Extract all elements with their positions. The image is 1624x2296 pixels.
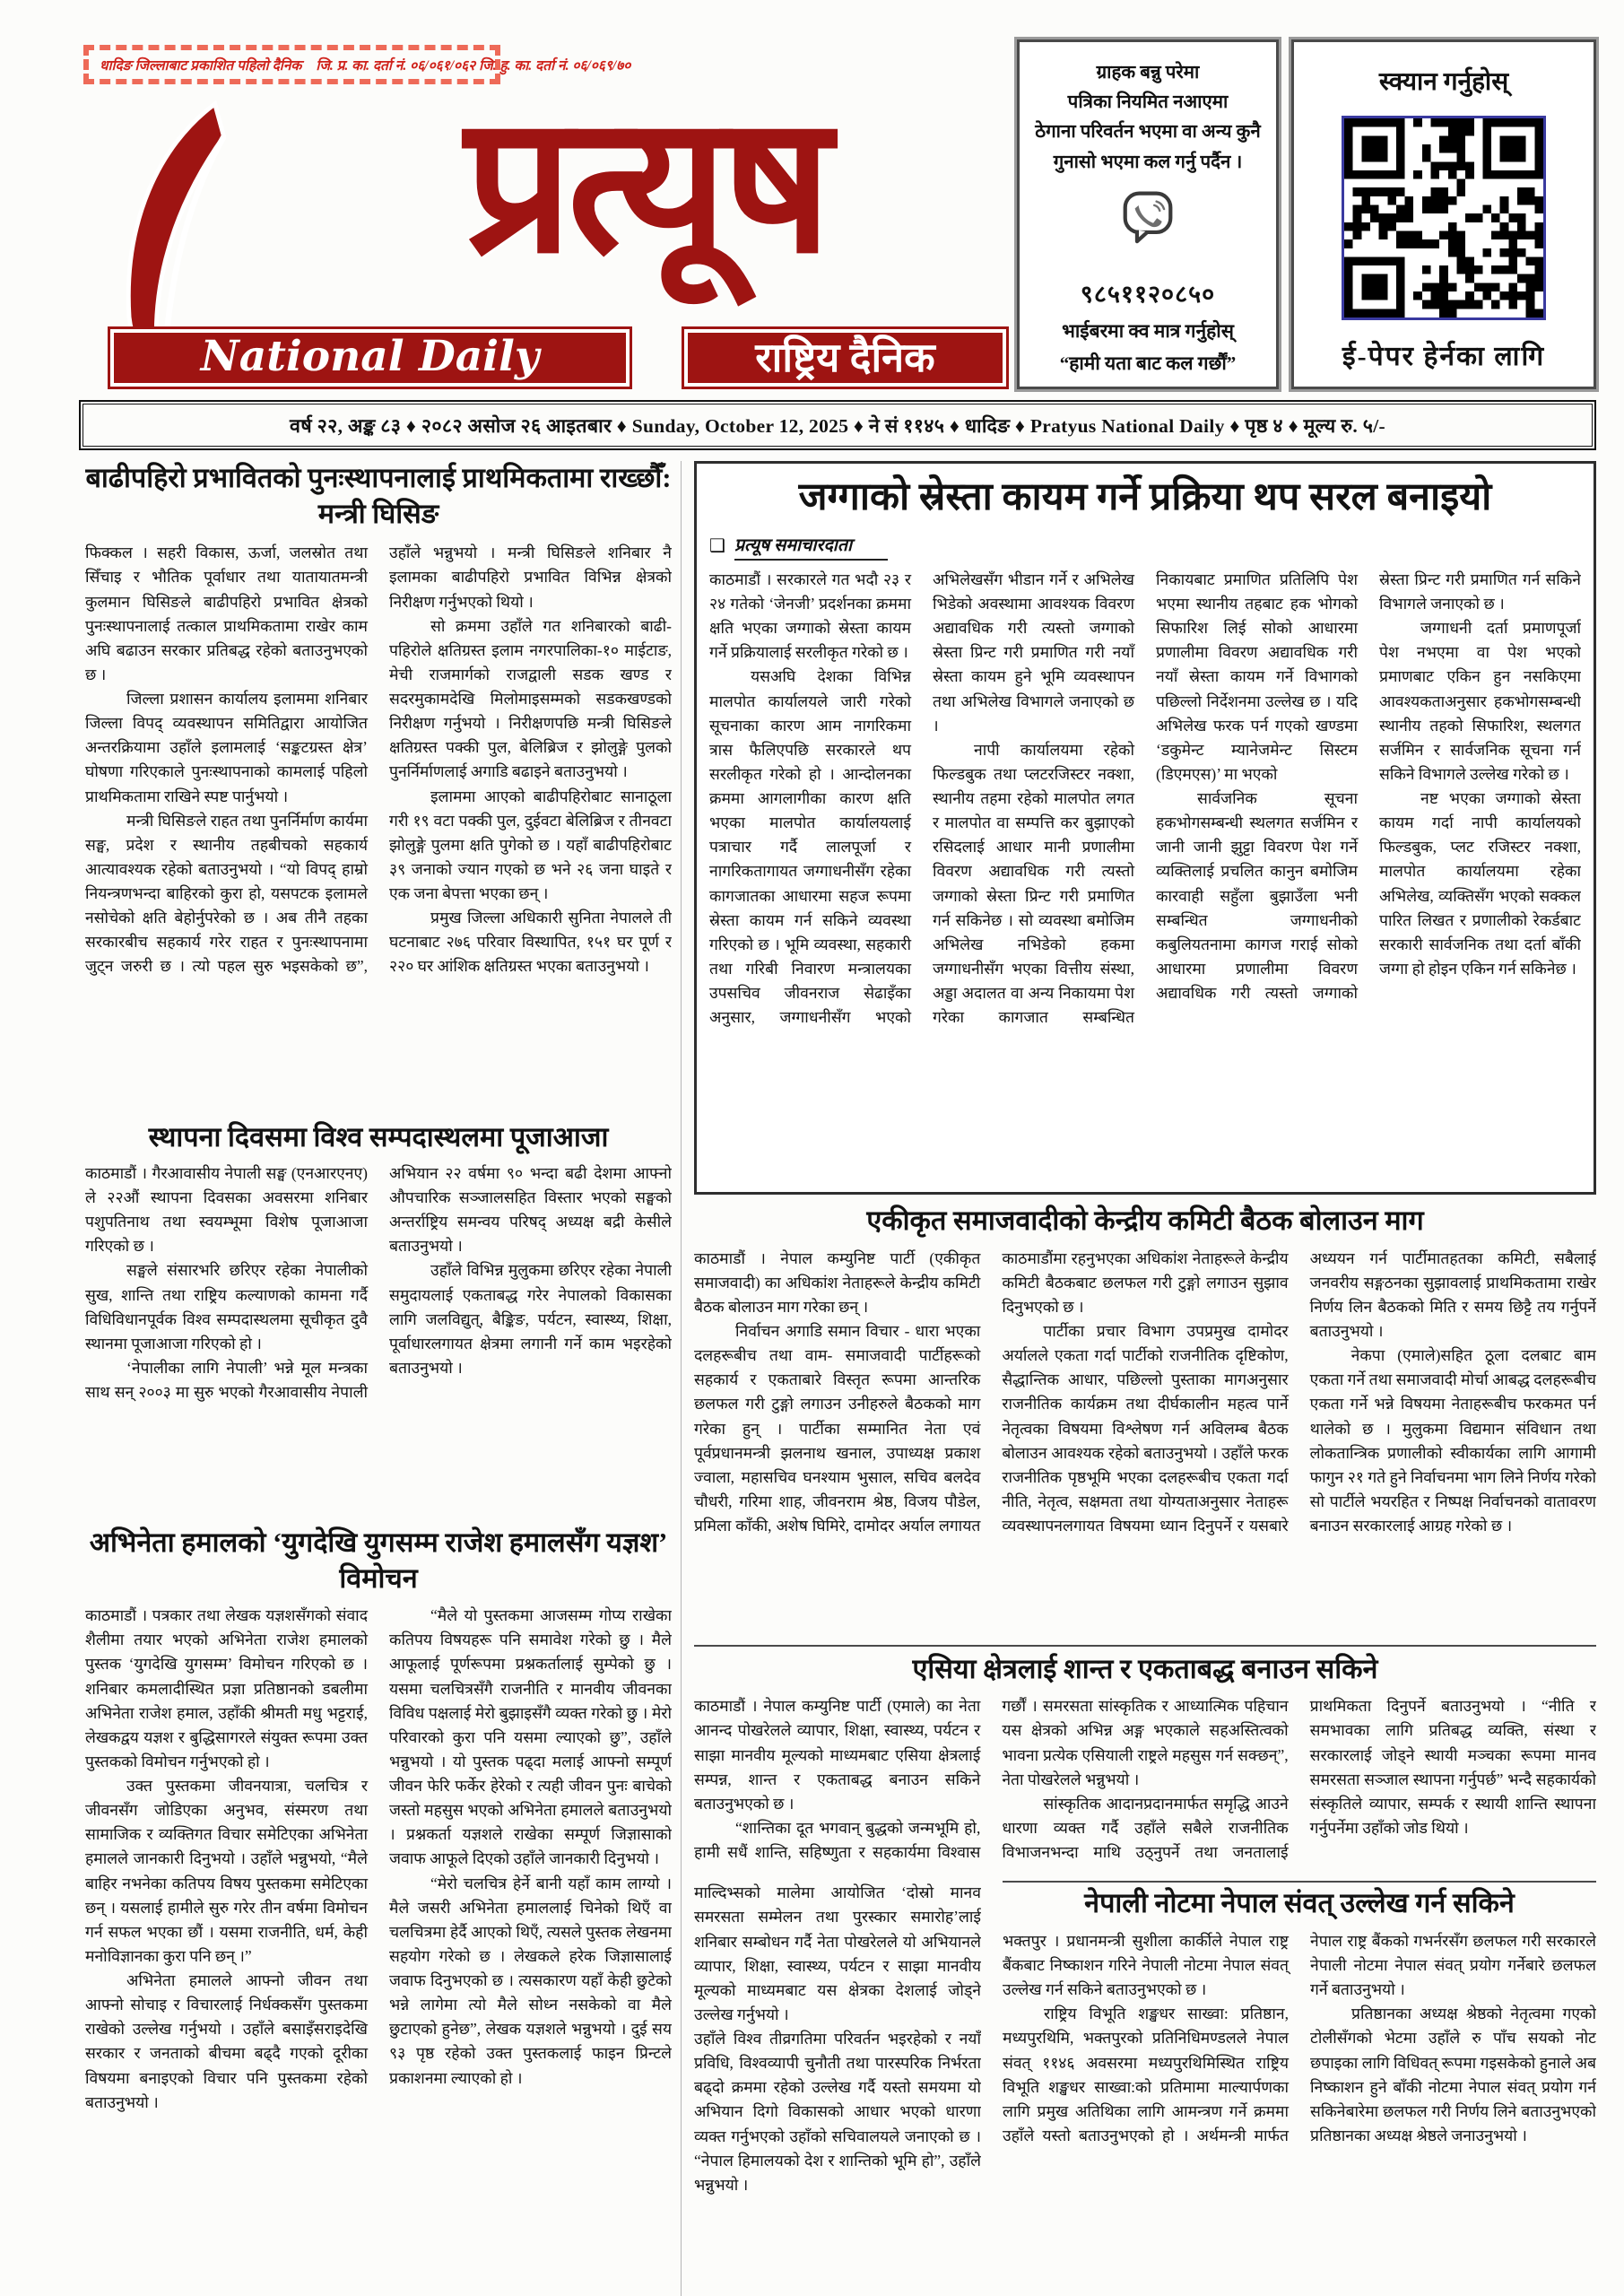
lower-right-band	[694, 1881, 1596, 2286]
contact-line: ग्राहक बन्नु परेमा	[1096, 63, 1200, 83]
contact-line: ठेगाना परिवर्तन भएमा वा अन्य कुनै	[1035, 122, 1261, 143]
viber-phone-icon	[1095, 190, 1201, 244]
contact-note: भाईबरमा क्व मात्र गर्नुहोस्	[1062, 320, 1234, 342]
article-asia-continuation: माल्दिभ्सको मालेमा आयोजित ‘दोस्रो मानव समरसता सम्मेलन तथा पुरस्कार समारोह’लाई शनिबार सम्बोधन गर्दै नेता पोखरेलले यो अभियानले व्यापार, शिक्षा, स्वास्थ्य, पर्यटन र साझा मानवीय मूल्यको माध्यमबाट यस क्षेत्रका देशलाई जोड्ने उल्लेख गर्नुभयो । उहाँले विश्व तीव्रगतिमा परिवर्तन भइरहेको र नयाँ प्रविधि, विश्वव्यापी चुनौती तथा पारस्परिक निर्भरता बढ्दो क्रममा रहेको उल्लेख गर्दै यस्तो समयमा यो अभियान दिगो विकासको आधार भएको धारणा व्यक्त गर्नुभएको उहाँको सचिवालयले जनाएको छ । “नेपाल हिमालयको देश र शान्तिको भूमि हो”, उहाँले भन्नुभयो ।	[694, 1883, 981, 2194]
subtitle-nepali: राष्ट्रिय दैनिक	[682, 326, 1009, 389]
article-flood-rehabilitation	[85, 461, 672, 1115]
subtitle-english: National Daily	[108, 326, 632, 389]
epaper-box	[1291, 39, 1596, 389]
article-headline: एकीकृत समाजवादीको केन्द्रीय कमिटी बैठक बोलाउन माग	[866, 1205, 1424, 1236]
article-headline: नेपाली नोटमा नेपाल संवत् उल्लेख गर्न सकिने	[1084, 1888, 1515, 1919]
subscriber-contact-box	[1017, 39, 1279, 389]
article-body: फिक्कल । सहरी विकास, ऊर्जा, जलस्रोत तथा सिँचाइ र भौतिक पूर्वाधार तथा यातायातमन्त्री कुलमान घिसिङले बाढीपहिरो प्रभावित क्षेत्रको पुनःस्थापनालाई तत्काल प्राथमिकतामा राखेर काम अघि बढाउन सरकार प्रतिबद्ध रहेको बताउनुभएको छ । जिल्ला प्रशासन कार्यालय इलाममा शनिबार जिल्ला विपद् व्यवस्थापन समितिद्वारा आयोजित अन्तरक्रियामा उहाँले इलामलाई ‘सङ्कटग्रस्त क्षेत्र’ घोषणा गरिएकाले पुनःस्थापनाको कामलाई पहिलो प्राथमिकतामा राखिने स्पष्ट पार्नुभयो । मन्त्री घिसिङले राहत तथा पुनर्निर्माण कार्यमा सङ्घ, प्रदेश र स्थानीय तहबीचको सहकार्य आत्यावश्यक रहेको बताउनुभयो । “यो विपद् हाम्रो नियन्त्रणभन्दा बाहिरको कुरा हो, यसपटक इलामले नसोचेको क्षति बेहोर्नुपरेको छ । अब तीनै तहका सरकारबीच सहकार्य गरेर राहत र पुनःस्थापनामा जुट्न जरुरी छ । त्यो पहल सुरु भइसकेको छ”, उहाँले भन्नुभयो । मन्त्री घिसिङले शनिबार नै इलामका बाढीपहिरो प्रभावित विभिन्न क्षेत्रको निरीक्षण गर्नुभएको थियो । सो क्रममा उहाँले गत शनिबारको बाढी- पहिरोले क्षतिग्रस्त इलाम नगरपालिका-१० माईटाङ, मेची राजमार्गको राजद्वाली सडक खण्ड र सदरमुकामदेखि मिलोमाइसम्मको सडकखण्डको निरीक्षण गर्नुभयो । निरीक्षणपछि मन्त्री घिसिङले क्षतिग्रस्त पक्की पुल, बेलिब्रिज र झोलुङ्गे पुलको पुनर्निर्माणलाई अगाडि बढाइने बताउनुभयो । इलाममा आएको बाढीपहिरोबाट सानाठूला गरी १९ वटा पक्की पुल, दुईवटा बेलिब्रिज र तीनवटा झोलुङ्गे पुलमा क्षति पुगेको छ । यहाँ बाढीपहिरोबाट ३९ जनाको ज्यान गएको छ भने २६ जना घाइते र एक जना बेपत्ता भएका छन् । प्रमुख जिल्ला अधिकारी सुनिता नेपालले ती घटनाबाट २७६ परिवार विस्थापित, १५१ घर पूर्ण र २२० घर आंशिक क्षतिग्रस्त भएका बताउनुभयो ।	[85, 544, 672, 976]
page-content	[85, 461, 1596, 2296]
masthead-header	[0, 0, 1624, 395]
epaper-caption: ई-पेपर हेर्नका लागि	[1342, 342, 1546, 371]
article-nrna-anniversary	[85, 1120, 672, 1518]
byline-box-icon: ❑	[709, 535, 725, 556]
article-land-records	[694, 461, 1596, 1195]
contact-line: गुनासो भएमा कल गर्नु पर्दैन ।	[1053, 152, 1243, 172]
qr-code	[1342, 116, 1546, 320]
date-issue-bar: वर्ष २२, अङ्क ८३ ♦ २०८२ असोज २६ आइतबार ♦ Sunday, October 12, 2025 ♦ ने सं ११४५ ♦ धादिङ ♦ Pratyus National Daily ♦ पृष्ठ ४ ♦ मूल्य रु. ५/-	[79, 400, 1596, 450]
article-unified-socialist-meeting	[694, 1204, 1596, 1639]
contact-line: पत्रिका नियमित नआएमा	[1067, 92, 1229, 113]
article-headline: स्थापना दिवसमा विश्व सम्पदास्थलमा पूजाआजा	[148, 1122, 609, 1153]
right-column	[694, 461, 1596, 2296]
article-body: काठमाडौं । सरकारले गत भदौ २३ र २४ गतेको ‘जेनजी’ प्रदर्शनका क्रममा क्षति भएका जग्गाको स्रेस्ता कायम गर्ने प्रक्रियालाई सरलीकृत गरेको छ । यसअघि देशका विभिन्न मालपोत कार्यालयले जारी गरेको सूचनाका कारण आम नागरिकमा त्रास फैलिएपछि सरकारले थप सरलीकृत गरेको हो । आन्दोलनका क्रममा आगलागीका कारण क्षति भएका मालपोत कार्यालयलाई पत्राचार गर्दै लालपूर्जा र नागरिकतागायत जग्गाधनीसँग रहेका कागजातका आधारमा सहज रूपमा स्रेस्ता कायम गर्न सकिने व्यवस्था गरिएको छ । भूमि व्यवस्था, सहकारी तथा गरिबी निवारण मन्त्रालयका उपसचिव जीवनराज सेढाइँका अनुसार, जग्गाधनीसँग भएको अभिलेखसँग भीडान गर्ने र अभिलेख भिडेको अवस्थामा आवश्यक विवरण अद्यावधिक गरी त्यस्तो जग्गाको स्रेस्ता प्रिन्ट गरी प्रमाणित गरी नयाँ स्रेस्ता कायम हुने भूमि व्यवस्थापन तथा अभिलेख विभागले जनाएको छ । नापी कार्यालयमा रहेको फिल्डबुक तथा प्लटरजिस्टर नक्शा, स्थानीय तहमा रहेको मालपोत लगत र मालपोत वा सम्पत्ति कर बुझाएको रसिदलाई आधार मानी प्रणालीमा विवरण अद्यावधिक गरी त्यस्तो जग्गाको स्रेस्ता प्रिन्ट गरी प्रमाणित गर्न सकिनेछ । सो व्यवस्था बमोजिम अभिलेख नभिडेको हकमा जग्गाधनीसँग भएका वित्तीय संस्था, अड्डा अदालत वा अन्य निकायमा पेश गरेका कागजात सम्बन्धित निकायबाट प्रमाणित प्रतिलिपि पेश भएमा स्थानीय तहबाट हक भोगको सिफारिश लिई सोको आधारमा प्रणालीमा विवरण अद्यावधिक गरी नयाँ स्रेस्ता कायम गर्ने विभागको पछिल्लो निर्देशनमा उल्लेख छ । यदि अभिलेख फरक पर्न गएको खण्डमा ‘डकुमेन्ट म्यानेजमेन्ट सिस्टम (डिएमएस)’ मा भएको सार्वजनिक सूचना हकभोगसम्बन्धी स्थलगत सर्जमिन र जानी जानी झुट्टा विवरण पेश गर्ने व्यक्तिलाई प्रचलित कानुन बमोजिम कारवाही सहुँला बुझाउँला भनी सम्बन्धित जग्गाधनीको कबुलियतनामा कागज गराई सोको आधारमा प्रणालीमा विवरण अद्यावधिक गरी त्यस्तो जग्गाको स्रेस्ता प्रिन्ट गरी प्रमाणित गर्न सकिने विभागले जनाएको छ । जग्गाधनी दर्ता प्रमाणपूर्जा पेश नभएमा वा पेश भएको प्रमाणबाट एकिन हुन नसकिएमा आवश्यकताअनुसार हकभोगसम्बन्धी स्थानीय तहको सिफारिश, स्थलगत सर्जमिन र सार्वजनिक सूचना गर्न सकिने विभागले उल्लेख गरेको छ । नष्ट भएका जग्गाको स्रेस्ता कायम गर्दा नापी कार्यालयको फिल्डबुक, प्लट रजिस्टर नक्शा, मालपोत कार्यालयमा रहेका अभिलेख, व्यक्तिसँग भएको सक्कल पारित लिखत र प्रणालीको रेकर्डबाट सरकारी सार्वजनिक तथा दर्ता बाँकी जग्गा हो होइन एकिन गर्न सकिनेछ ।	[709, 570, 1581, 1027]
scan-label: स्क्यान गर्नुहोस्	[1378, 68, 1509, 96]
article-body: काठमाडौं । पत्रकार तथा लेखक यज्ञशसँगको संवाद शैलीमा तयार भएको अभिनेता राजेश हमालको पुस्तक ‘युगदेखि युगसम्म’ विमोचन गरिएको छ । शनिबार कमलादीस्थित प्रज्ञा प्रतिष्ठानको डबलीमा अभिनेता राजेश हमाल, उहाँकी श्रीमती मधु भट्टराई, लेखकद्वय यज्ञश र बुद्धिसागरले संयुक्त रूपमा उक्त पुस्तकको विमोचन गर्नुभएको हो । उक्त पुस्तकमा जीवनयात्रा, चलचित्र र जीवनसँग जोडिएका अनुभव, संस्मरण तथा सामाजिक र व्यक्तिगत विचार समेटिएका अभिनेता हमालले जानकारी दिनुभयो । उहाँले भन्नुभयो, “मैले बाहिर नभनेका कतिपय विषय पुस्तकमा समेटिएका छन् । यसलाई हामीले सुरु गरेर तीन वर्षमा विमोचन गर्न सफल भएका छौं । यसमा राजनीति, धर्म, केही मनोविज्ञानका कुरा पनि छन् ।” अभिनेता हमालले आफ्नो जीवन तथा आफ्नो सोचाइ र विचारलाई निर्धक्कसँग पुस्तकमा राखेको उल्लेख गर्नुभयो । उहाँले बसाइँसराइदेखि सरकार र जनताको बीचमा बढ्दै गएको दूरीका विषयमा बनाइएको विचार पनि पुस्तकमा रहेको बताउनुभयो । “मैले यो पुस्तकमा आजसम्म गोप्य राखेका कतिपय विषयहरू पनि समावेश गरेको छु । मैले आफूलाई पूर्णरूपमा प्रश्नकर्तालाई सुम्पेको छु । यसमा चलचित्रसँगै राजनीति र मानवीय जीवनका विविध पक्षलाई मेरो बुझाइसँगै व्यक्त गरेको छु । मेरो परिवारको कुरा पनि यसमा ल्याएको छु”, उहाँले भन्नुभयो । यो पुस्तक पढ्दा मलाई आफ्नो सम्पूर्ण जीवन फेरि फर्केर हेरेको र त्यही जीवन पुनः बाचेको जस्तो महसुस भएको अभिनेता हमालले बताउनुभयो । प्रश्नकर्ता यज्ञशले राखेका सम्पूर्ण जिज्ञासाको जवाफ आफूले दिएको उहाँले जानकारी दिनुभयो । “मेरो चलचित्र हेर्ने बानी यहाँ काम लाग्यो । मैले जसरी अभिनेता हमाललाई चिनेको थिएँ वा चलचित्रमा हेर्दै आएको थिएँ, त्यसले पुस्तक लेखनमा सहयोग गरेको छ । लेखकले हरेक जिज्ञासालाई जवाफ दिनुभएको छ । त्यसकारण यहाँ केही छुटेको भन्ने लागेमा त्यो मैले सोध्न नसकेको वा मैले छुटाएको हुनेछ”, लेखक यज्ञशले भन्नुभयो । दुई सय ९३ पृष्ठ रहेको उक्त पुस्तकलाई फाइन प्रिन्टले प्रकाशनमा ल्याएको हो ।	[85, 1606, 672, 2111]
masthead	[85, 81, 1009, 396]
article-headline: जग्गाको स्रेस्ता कायम गर्ने प्रक्रिया थप सरल बनाइयो	[798, 476, 1492, 518]
viber-phone-number: ९८५११२०८५०	[1080, 281, 1216, 308]
registration-numbers: जि. प्र. का. दर्ता नं. ०६/०६१/०६२ जि. हु. का. दर्ता नं. ०६/०६९/७०	[316, 58, 631, 74]
byline	[709, 532, 1581, 561]
article-body: भक्तपुर । प्रधानमन्त्री सुशीला कार्कीले नेपाल राष्ट्र बैंकबाट निष्काशन गरिने नेपाली नोटमा नेपाल संवत् उल्लेख गर्न सकिने बताउनुभएको छ । राष्ट्रिय विभूति शङ्खधर साख्वा: प्रतिष्ठान, मध्यपुरथिमि, भक्तपुरको प्रतिनिधिमण्डलले नेपाल संवत् ११४६ अवसरमा मध्यपुरथिमिस्थित राष्ट्रिय विभूति शङ्खधर साख्वा:को प्रतिमामा माल्यार्पणका लागि प्रमुख अतिथिका लागि आमन्त्रण गर्ने क्रममा उहाँले यस्तो बताउनुभएको हो । अर्थमन्त्री मार्फत नेपाल राष्ट्र बैंकको गभर्नरसँग छलफल गरी सरकारले नेपाली नोटमा नेपाल संवत् प्रयोग गर्नेबारे छलफल गर्ने बताउनुभयो । प्रतिष्ठानका अध्यक्ष श्रेष्ठको नेतृत्वमा गएको टोलीसँगको भेटमा उहाँले रु पाँच सयको नोट छपाइका लागि विधिवत् रूपमा गइसकेको हुनाले अब निष्काशन हुने बाँकी नोटमा नेपाल संवत् प्रयोग गर्न सकिनेबारेमा छलफल गरी निर्णय लिने बताउनुभएको प्रतिष्ठानका अध्यक्ष श्रेष्ठले जनाउनुभयो ।	[1003, 1931, 1596, 2144]
article-hamal-book-launch	[85, 1526, 672, 2264]
article-body: काठमाडौं । नेपाल कम्युनिष्ट पार्टी (एकीकृत समाजवादी) का अधिकांश नेताहरूले केन्द्रीय कमिटी बैठक बोलाउन माग गरेका छन् । निर्वाचन अगाडि समान विचार - धारा भएका दलहरूबीच तथा वाम- समाजवादी पार्टीहरूको सहकार्य र एकताबारे विस्तृत रूपमा आन्तरिक छलफल गरी टुङ्गो लगाउन उनीहरुले बैठकको माग गरेका हुन् । पार्टीका सम्मानित नेता एवं पूर्वप्रधानमन्त्री झलनाथ खनाल, उपाध्यक्ष प्रकाश ज्वाला, महासचिव घनश्याम भुसाल, सचिव बलदेव चौधरी, गरिमा शाह, जीवनराम श्रेष्ठ, विजय पौडेल, प्रमिला काँकी, अशेष घिमिरे, दामोदर अर्याल लगायत काठमाडौंमा रहनुभएका अधिकांश नेताहरूले केन्द्रीय कमिटी बैठकबाट छलफल गरी टुङ्गो लगाउन सुझाव दिनुभएको छ । पार्टीका प्रचार विभाग उपप्रमुख दामोदर अर्यालले एकता गर्दा पार्टीको राजनीतिक दृष्टिकोण, सैद्धान्तिक आधार, पछिल्लो पुस्ताका मागअनुसार राजनीतिक कार्यक्रम तथा दीर्घकालीन महत्व पार्ने नेतृत्वका विषयमा विश्लेषण गर्न अविलम्ब बैठक बोलाउन आवश्यक रहेको बताउनुभयो । उहाँले फरक राजनीतिक पृष्ठभूमि भएका दलहरूबीच एकता गर्दा नीति, नेतृत्व, सक्षमता तथा योग्यताअनुसार नेताहरू व्यवस्थापनलगायत विषयमा ध्यान दिनुपर्ने र यसबारे अध्ययन गर्न पार्टीमातहतका कमिटी, सबैलाई जनवरीय सङ्गठनका सुझावलाई प्राथमिकतामा राखेर निर्णय लिन बैठकको मिति र समय छिट्टै तय गर्नुपर्ने बताउनुभयो । नेकपा (एमाले)सहित ठूला दलबाट बाम एकता गर्ने तथा समाजवादी मोर्चा आबद्ध दलहरूबीच एकता गर्ने भन्ने विषयमा नेताहरूबीच फरकमत पर्न थालेको छ । मुलुकमा विद्यमान संविधान तथा लोकतान्त्रिक प्रणालीको स्वीकार्यका लागि आगामी फागुन २१ गते हुने निर्वाचनमा भाग लिने निर्णय गरेको सो पार्टीले भयरहित र निष्पक्ष निर्वाचनको वातावरण बनाउन सरकारलाई आग्रह गरेको छ ।	[694, 1248, 1596, 1535]
article-headline: एसिया क्षेत्रलाई शान्त र एकताबद्ध बनाउन सकिने	[912, 1653, 1378, 1684]
byline-text: प्रत्यूष समाचारदाता	[734, 532, 888, 561]
article-headline: बाढीपहिरो प्रभावितको पुनःस्थापनालाई प्राथमिकतामा राख्छौँ: मन्त्री घिसिङ	[85, 463, 672, 529]
masthead-subtitles	[108, 326, 1013, 389]
contact-quote: “हामी यता बाट कल गर्छौं”	[1059, 352, 1237, 374]
article-body: काठमाडौं । नेपाल कम्युनिष्ट पार्टी (एमाले) का नेता आनन्द पोखरेलले व्यापार, शिक्षा, स्वास्थ्य, पर्यटन र साझा मानवीय मूल्यको माध्यमबाट एसिया क्षेत्रलाई सम्पन्न, शान्त र एकताबद्ध बनाउन सकिने बताउनुभएको छ । “शान्तिका दूत भगवान् बुद्धको जन्मभूमि हो, हामी सधैं शान्ति, सहिष्णुता र सहकार्यमा विश्वास गर्छौं । समरसता सांस्कृतिक र आध्यात्मिक पहिचान यस क्षेत्रको अभिन्न अङ्ग भएकाले सहअस्तित्वको भावना प्रत्येक एसियाली राष्ट्रले महसुस गर्न सक्छन्”, नेता पोखरेलले भन्नुभयो । सांस्कृतिक आदानप्रदानमार्फत समृद्धि आउने धारणा व्यक्त गर्दै उहाँले सबैले राजनीतिक विभाजनभन्दा माथि उठ्नुपर्ने तथा जनतालाई प्राथमिकता दिनुपर्ने बताउनुभयो । “नीति र समभावका लागि प्रतिबद्ध व्यक्ति, संस्था र सरकारलाई जोड्ने स्थायी मञ्चका रूपमा मानव समरसता सञ्जाल स्थापना गर्नुपर्छ” भन्दै सहकार्यको संस्कृतिले व्यापार, सम्पर्क र स्थायी शान्ति स्थापना गर्नुपर्नेमा उहाँको जोड थियो ।	[694, 1697, 1596, 1862]
registration-tagline: धादिङ जिल्लाबाट प्रकाशित पहिलो दैनिक	[100, 58, 302, 74]
left-column	[85, 461, 682, 2296]
article-asia-unity	[694, 1645, 1596, 2287]
article-headline: अभिनेता हमालको ‘युगदेखि युगसम्म राजेश हमालसँग यज्ञश’ विमोचन	[89, 1526, 668, 1594]
article-nepal-sambat-banknote	[1003, 1881, 1596, 2286]
article-body: काठमाडौं । गैरआवासीय नेपाली सङ्घ (एनआरएनए) ले २२औं स्थापना दिवसका अवसरमा शनिबार पशुपतिनाथ तथा स्वयम्भूमा विशेष पूजाआजा गरिएको छ । सङ्घले संसारभरि छरिएर रहेका नेपालीको सुख, शान्ति तथा राष्ट्रिय कल्याणको कामना गर्दै विधिविधानपूर्वक विश्व सम्पदास्थलमा सूचीकृत दुवै स्थानमा पूजाआजा गरिएको हो । ‘नेपालीका लागि नेपाली’ भन्ने मूल मन्त्रका साथ सन् २००३ मा सुरु भएको गैरआवासीय नेपाली अभियान २२ वर्षमा ९० भन्दा बढी देशमा आफ्नो औपचारिक सञ्जालसहित विस्तार भएको सङ्घको अन्तर्राष्ट्रिय समन्वय परिषद् अध्यक्ष बद्री केसीले बताउनुभयो । उहाँले विभिन्न मुलुकमा छरिएर रहेका नेपाली समुदायलाई एकताबद्ध गरेर नेपालको विकासका लागि जलविद्युत्, बैङ्किङ, पर्यटन, स्वास्थ्य, शिक्षा, पूर्वाधारलगायत क्षेत्रमा लगानी गर्ने काम भइरहेको बताउनुभयो ।	[85, 1163, 672, 1402]
paper-title: प्रत्यूष	[465, 81, 827, 291]
